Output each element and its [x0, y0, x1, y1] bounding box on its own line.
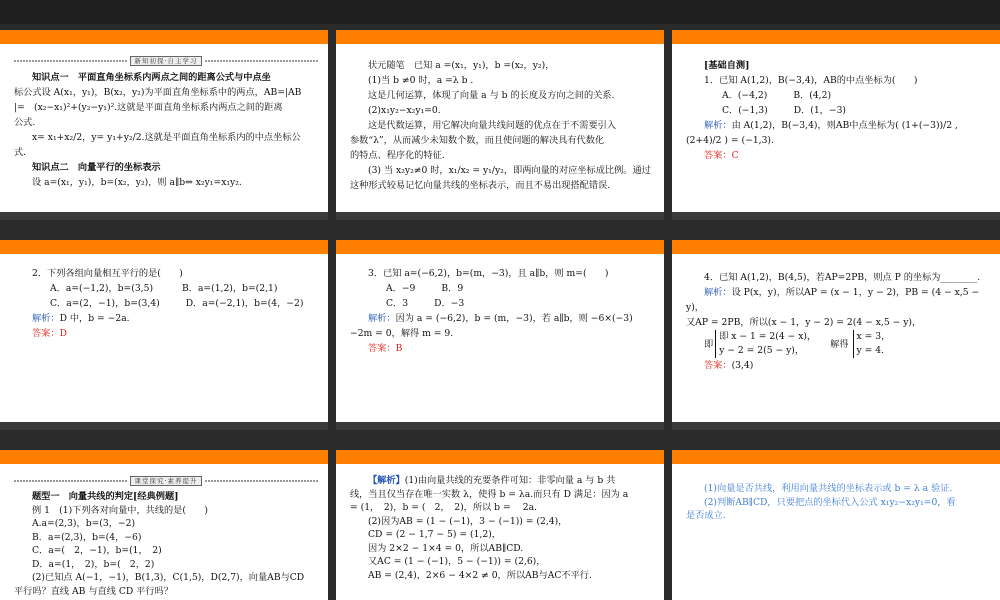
slide-header-bar	[336, 30, 664, 44]
option: C．a=( 2，−1)，b=(1， 2)	[32, 545, 162, 556]
question: 3．已知 a=(−6,2)，b=(m，−3)，且 a∥b，则 m=( )	[368, 268, 609, 279]
analysis: 解析：设 P(x，y)，所以AP = (x − 1，y − 2)，PB = (4 − x,5 − y)，	[686, 287, 980, 313]
slide-header-bar	[0, 450, 328, 464]
section-banner: 新知初探·自主学习	[14, 56, 318, 66]
slide-thumbnail-1[interactable]	[0, 30, 328, 220]
slide-footer-bar	[672, 212, 1000, 220]
slide-header-bar	[336, 240, 664, 254]
options-row: C．a=(2，−1)，b=(3,4) D．a=(−2,1)，b=(4，−2)	[50, 298, 304, 309]
question: 4．已知 A(1,2)，B(4,5)，若AP=2PB，则点 P 的坐标为________.	[704, 272, 981, 283]
text-line: 这种形式较易记忆向量共线的坐标表示，而且不易出现搭配错误.	[350, 180, 611, 191]
slide-footer-bar	[0, 212, 328, 220]
knowledge-point-1-title: 知识点一 平面直角坐标系内两点之间的距离公式与中点坐	[32, 72, 271, 83]
slide-thumbnail-8[interactable]	[336, 450, 664, 600]
text-line: (3) 当 x₂y₂≠0 时，x₁/x₂ = y₁/y₂，即两向量的对应坐标成比例。通过	[368, 165, 651, 176]
slide-thumbnail-9[interactable]	[672, 450, 1000, 600]
text-line: 标公式设 A(x₁，y₁)，B(x₂，y₂)为平面直角坐标系中的两点，AB=|AB	[14, 87, 302, 98]
text-line: (2)因为AB = (1 − (−1)，3 − (−1)) = (2,4)，	[368, 515, 568, 527]
method-note: (2)判断AB∥CD，只要把点的坐标代入公式 x₁y₂−x₂y₁=0，看	[704, 496, 956, 508]
slide-header-bar	[336, 450, 664, 464]
option: B．a=(2,3)，b=(4，−6)	[32, 531, 142, 543]
text-line: 公式.	[14, 117, 36, 128]
slide-header-bar	[672, 30, 1000, 44]
slide-thumbnail-7[interactable]	[0, 450, 328, 600]
method-note: (1)向量是否共线，利用向量共线的坐标表示或 b = λ a 验证.	[704, 483, 953, 494]
option: D．a=(1， 2)，b=( 2，2)	[32, 558, 155, 570]
slide-header-bar	[672, 240, 1000, 254]
answer: 答案：B	[368, 343, 403, 354]
text-line: 因为 2×2 − 1×4 = 0，所以AB∥CD.	[368, 542, 524, 554]
top-dark-bar	[0, 0, 1000, 24]
text-line: |= (x₂−x₁)²+(y₂−y₁)².这就是平面直角坐标系内两点之间的距离	[14, 102, 283, 113]
topic-title: 题型一 向量共线的判定[经典例题]	[32, 491, 179, 502]
analysis-cont: −2m = 0，解得 m = 9.	[350, 328, 454, 339]
text-line: 的特点、程序化的特征.	[350, 150, 445, 161]
solution-intro: 【解析】(1)由向量共线的充要条件可知：非零向量 a 与 b 共	[368, 475, 616, 486]
slide-footer-bar	[0, 422, 328, 430]
analysis-cont: 又AP = 2PB，所以(x − 1，y − 2) = 2(4 − x,5 − y)，	[686, 317, 922, 328]
analysis: 解析：由 A(1,2)，B(−3,4)，则AB中点坐标为( (1+(−3))/2 , (2+4)/2 ) = (−1,3).	[686, 120, 958, 146]
section-title: [基础自测]	[704, 60, 750, 71]
text-line: AB = (2,4)，2×6 − 4×2 ≠ 0，所以AB与AC不平行.	[368, 569, 592, 581]
answer: 答案：(3,4)	[704, 360, 754, 371]
analysis: 解析：因为 a = (−6,2)，b = (m，−3)，若 a∥b，则 −6×(−3)	[368, 313, 633, 324]
text-line: 这是代数运算，用它解决向量共线问题的优点在于不需要引入	[368, 120, 617, 131]
section-banner: 课堂探究·素养提升	[14, 476, 318, 486]
answer: 答案：C	[704, 150, 739, 161]
question: 1．已知 A(1,2)，B(−3,4)，AB的中点坐标为( )	[704, 75, 918, 86]
analysis: 解析：D 中，b = −2a.	[32, 313, 130, 324]
text-line: = (1， 2)，b = ( 2， 2)，所以 b = 2a.	[350, 502, 538, 513]
text-line: (1)当 b ≠0 时，a =λ b .	[368, 75, 474, 86]
sub-question-cont: 平行吗？直线 AB 与直线 CD 平行吗？	[14, 585, 173, 597]
options-row: A．a=(−1,2)，b=(3,5) B．a=(1,2)，b=(2,1)	[50, 283, 278, 294]
slide-header-bar	[0, 240, 328, 254]
options-row: A．(−4,2) B．(4,2)	[722, 90, 832, 101]
parallel-condition: 设 a=(x₁，y₁)，b=(x₂，y₂)，则 a∥b⇔ x₂y₁=x₁y₂.	[32, 177, 242, 188]
text-line: 式.	[14, 147, 27, 158]
text-line: 这是几何运算，体现了向量 a 与 b 的长度及方向之间的关系.	[368, 90, 615, 101]
option: A.a=(2,3)，b=(3，−2)	[32, 518, 136, 529]
slide-thumbnail-4[interactable]	[0, 240, 328, 430]
text-line: CD = (2 − 1,7 − 5) = (1,2)，	[368, 529, 501, 540]
slide-thumbnail-2[interactable]	[336, 30, 664, 220]
answer: 答案：D	[32, 328, 67, 339]
text-line: 又AC = (1 − (−1)，5 − (−1)) = (2,6)，	[368, 556, 546, 567]
slide-footer-bar	[336, 422, 664, 430]
slide-thumbnail-3[interactable]	[672, 30, 1000, 220]
tip-title: 状元随笔 已知 a =(x₁，y₁)，b =(x₂，y₂)，	[368, 60, 555, 71]
slide-thumbnail-6[interactable]	[672, 240, 1000, 430]
sub-question: (2)已知点 A(−1，−1)，B(1,3)，C(1,5)，D(2,7)，向量AB与CD	[32, 572, 305, 583]
example-question: 例 1 (1)下列各对向量中，共线的是( )	[32, 504, 208, 516]
options-row: C．(−1,3) D．(1，−3)	[722, 105, 847, 116]
slide-header-bar	[672, 450, 1000, 464]
midpoint-formula: x= x₁+x₂/2，y= y₁+y₂/2.这就是平面直角坐标系内的中点坐标公	[32, 132, 301, 143]
knowledge-point-2-title: 知识点二 向量平行的坐标表示	[32, 162, 161, 173]
text-line: (2)x₁y₂−x₂y₁=0.	[368, 105, 441, 116]
slide-footer-bar	[336, 212, 664, 220]
slide-thumbnail-5[interactable]	[336, 240, 664, 430]
method-note-cont: 是否成立.	[686, 510, 726, 521]
options-row: A．−9 B．9	[386, 283, 464, 294]
question: 2．下列各组向量相互平行的是( )	[32, 268, 183, 279]
text-line: 线，当且仅当存在唯一实数 λ，使得 b = λa.而只有 D 满足：因为 a	[350, 488, 629, 500]
text-line: 参数“λ”，从而减少未知数个数，而且使问题的解决具有代数化	[350, 135, 605, 146]
equation-system: 即 即 x − 1 = 2(4 − x)， y − 2 = 2(5 − y)， 解得 x = 3， y = 4.	[704, 331, 891, 356]
slide-footer-bar	[672, 422, 1000, 430]
slide-header-bar	[0, 30, 328, 44]
options-row: C．3 D．−3	[386, 298, 465, 309]
